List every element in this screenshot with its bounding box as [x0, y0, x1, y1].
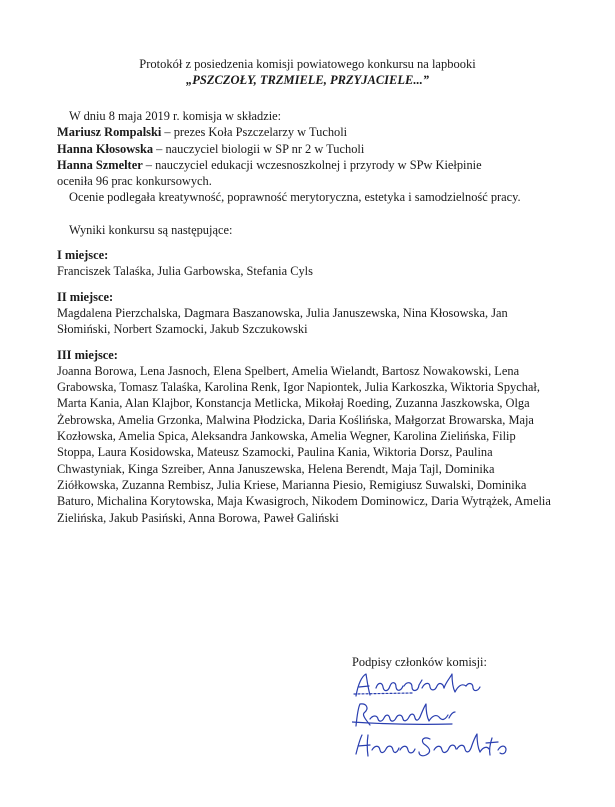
second-place-line: Magdalena Pierzchalska, Dagmara Baszanowska, Julia Januszewska, Nina Kłosowska, Jan: [57, 305, 508, 320]
third-place-heading: III miejsce:: [57, 347, 118, 362]
third-place-line: Ziółkowska, Zuzanna Rembisz, Julia Kriese, Marianna Piesio, Remigiusz Suwalski, Dominika: [57, 477, 527, 492]
second-place-line: Słomiński, Norbert Szamocki, Jakub Szczukowski: [57, 322, 308, 337]
third-place-line: Żebrowska, Amelia Grzonka, Malwina Płodzicka, Daria Koślińska, Małgorzat Browarska, Maja: [57, 412, 534, 427]
member-name: Hanna Szmelter: [57, 157, 143, 172]
document-body: [57, 108, 557, 526]
committee-member: [57, 141, 557, 157]
evaluation-criteria: Ocenie podlegała kreatywność, poprawność merytoryczna, estetyka i samodzielność pracy.: [69, 190, 521, 205]
third-place-line: Marta Kania, Alan Klajbor, Konstancja Metlicka, Mikołaj Roeding, Zuzanna Jaszkowska, Olga: [57, 396, 530, 411]
signatures-title: Podpisy członków komisji:: [352, 655, 487, 669]
member-role: – prezes Koła Pszczelarzy w Tucholi: [161, 125, 348, 140]
third-place-line: Zielińska, Jakub Pasiński, Anna Borowa, Paweł Galiński: [57, 510, 339, 525]
first-place-heading: I miejsce:: [57, 248, 109, 263]
member-name: Hanna Kłosowska: [57, 141, 154, 156]
third-place-line: Grabowska, Tomasz Talaśka, Karolina Renk, Igor Napiontek, Julia Karkoszka, Wiktoria Spychał,: [57, 380, 540, 395]
third-place-line: Kozłowska, Amelia Spica, Aleksandra Jankowska, Amelia Wegner, Karolina Zielińska, Filip: [57, 429, 516, 444]
evaluated-count: oceniła 96 prac konkursowych.: [57, 174, 212, 189]
signature-klosowska: [352, 670, 552, 700]
contest-name: „PSZCZOŁY, TRZMIELE, PRZYJACIELE...”: [186, 73, 429, 87]
document-header: [0, 56, 615, 88]
third-place-line: Chwastyniak, Kinga Szreiber, Anna Januszewska, Helena Berendt, Maja Tajl, Dominika: [57, 461, 495, 476]
signature-szmelter: [352, 730, 552, 762]
signatures-block: [352, 654, 552, 762]
member-role: – nauczyciel edukacji wczesnoszkolnej i przyrody w SPw Kiełpinie: [142, 157, 482, 172]
third-place-line: Joanna Borowa, Lena Jasnoch, Elena Spelbert, Amelia Wielandt, Bartosz Nowakowski, Lena: [57, 363, 520, 378]
third-place-line: Baturo, Michalina Korytowska, Maja Kwasigroch, Nikodem Dominowicz, Daria Wytrążek, Amelia: [57, 494, 551, 509]
third-place-line: Stoppa, Laura Kosidowska, Mateusz Szamocki, Paulina Kania, Wiktoria Dorsz, Paulina: [57, 445, 493, 460]
committee-member: [57, 124, 557, 140]
committee-member: [57, 157, 557, 173]
results-intro: Wyniki konkursu są następujące:: [69, 222, 233, 237]
date-line: W dniu 8 maja 2019 r. komisja w składzie:: [69, 109, 282, 123]
protocol-title: Protokół z posiedzenia komisji powiatowego konkursu na lapbooki: [139, 57, 476, 71]
second-place-heading: II miejsce:: [57, 289, 114, 304]
member-role: – nauczyciel biologii w SP nr 2 w Tucholi: [153, 141, 365, 156]
first-place-line: Franciszek Talaśka, Julia Garbowska, Stefania Cyls: [57, 264, 313, 279]
signature-rompalski: [352, 700, 552, 730]
member-name: Mariusz Rompalski: [57, 125, 162, 140]
